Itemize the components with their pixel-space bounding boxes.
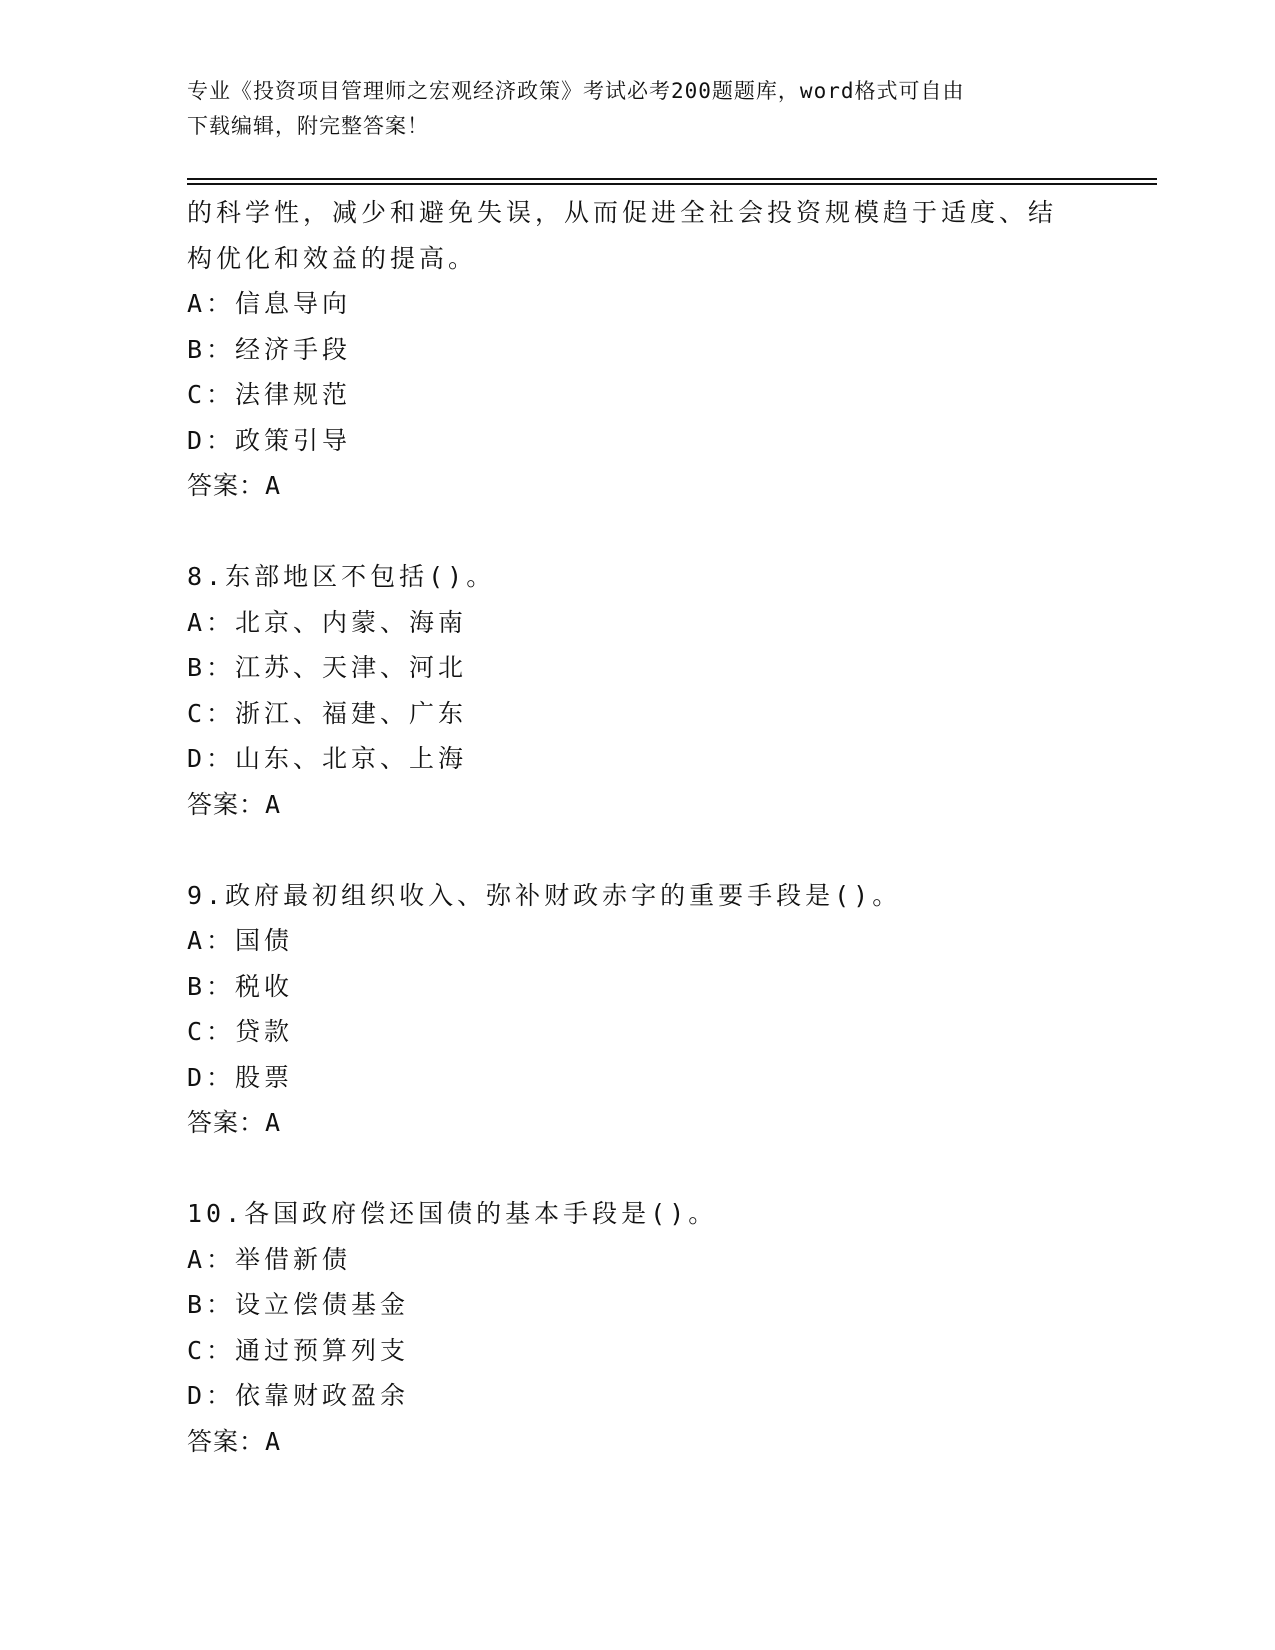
question-7-continuation (187, 190, 1087, 509)
option-d: D：股票 (187, 1062, 294, 1092)
question-stem: 9.政府最初组织收入、弥补财政赤字的重要手段是()。 (187, 880, 902, 910)
question-text-line: 构优化和效益的提高。 (187, 243, 478, 273)
answer-label: 答案： (187, 1108, 266, 1137)
header-line-1: 专业《投资项目管理师之宏观经济政策》考试必考200题题库，word格式可自由 (187, 79, 965, 103)
option-a: A：举借新债 (187, 1244, 352, 1274)
question-list (187, 190, 1087, 1464)
header-divider-bottom (187, 183, 1157, 185)
answer-line (187, 782, 1087, 828)
option-c: C：浙江、福建、广东 (187, 698, 468, 728)
answer-line (187, 463, 1087, 509)
option-b: B：江苏、天津、河北 (187, 653, 468, 682)
question-stem: 10.各国政府偿还国债的基本手段是()。 (187, 1199, 718, 1228)
answer-line (187, 1419, 1087, 1465)
option-a: A：国债 (187, 926, 294, 955)
option-d: D：政策引导 (187, 425, 352, 455)
document-header (187, 74, 1087, 144)
option-c: C：通过预算列支 (187, 1335, 410, 1365)
header-divider-top (187, 178, 1157, 180)
spacer (187, 827, 1087, 873)
answer-value: A (265, 471, 282, 500)
answer-value: A (265, 1426, 282, 1456)
spacer (187, 509, 1087, 555)
option-b: B：设立偿债基金 (187, 1290, 410, 1319)
header-line-2: 下载编辑，附完整答案！ (187, 114, 429, 138)
option-c: C：法律规范 (187, 380, 352, 409)
option-b: B：经济手段 (187, 334, 352, 364)
option-c: C：贷款 (187, 1017, 294, 1046)
question-8 (187, 554, 1087, 827)
answer-label: 答案： (187, 789, 266, 819)
answer-line (187, 1100, 1087, 1146)
question-text-line: 的科学性，减少和避免失误，从而促进全社会投资规模趋于适度、结 (187, 198, 1058, 227)
answer-value: A (265, 789, 282, 819)
answer-label: 答案： (187, 1426, 266, 1456)
option-b: B：税收 (187, 971, 294, 1001)
question-9 (187, 873, 1087, 1146)
answer-value: A (265, 1108, 282, 1137)
question-10 (187, 1191, 1087, 1464)
question-stem: 8.东部地区不包括()。 (187, 562, 496, 591)
option-d: D：依靠财政盈余 (187, 1381, 410, 1410)
answer-label: 答案： (187, 471, 266, 500)
option-d: D：山东、北京、上海 (187, 744, 468, 773)
spacer (187, 1146, 1087, 1192)
option-a: A：信息导向 (187, 289, 352, 318)
option-a: A：北京、内蒙、海南 (187, 607, 468, 637)
